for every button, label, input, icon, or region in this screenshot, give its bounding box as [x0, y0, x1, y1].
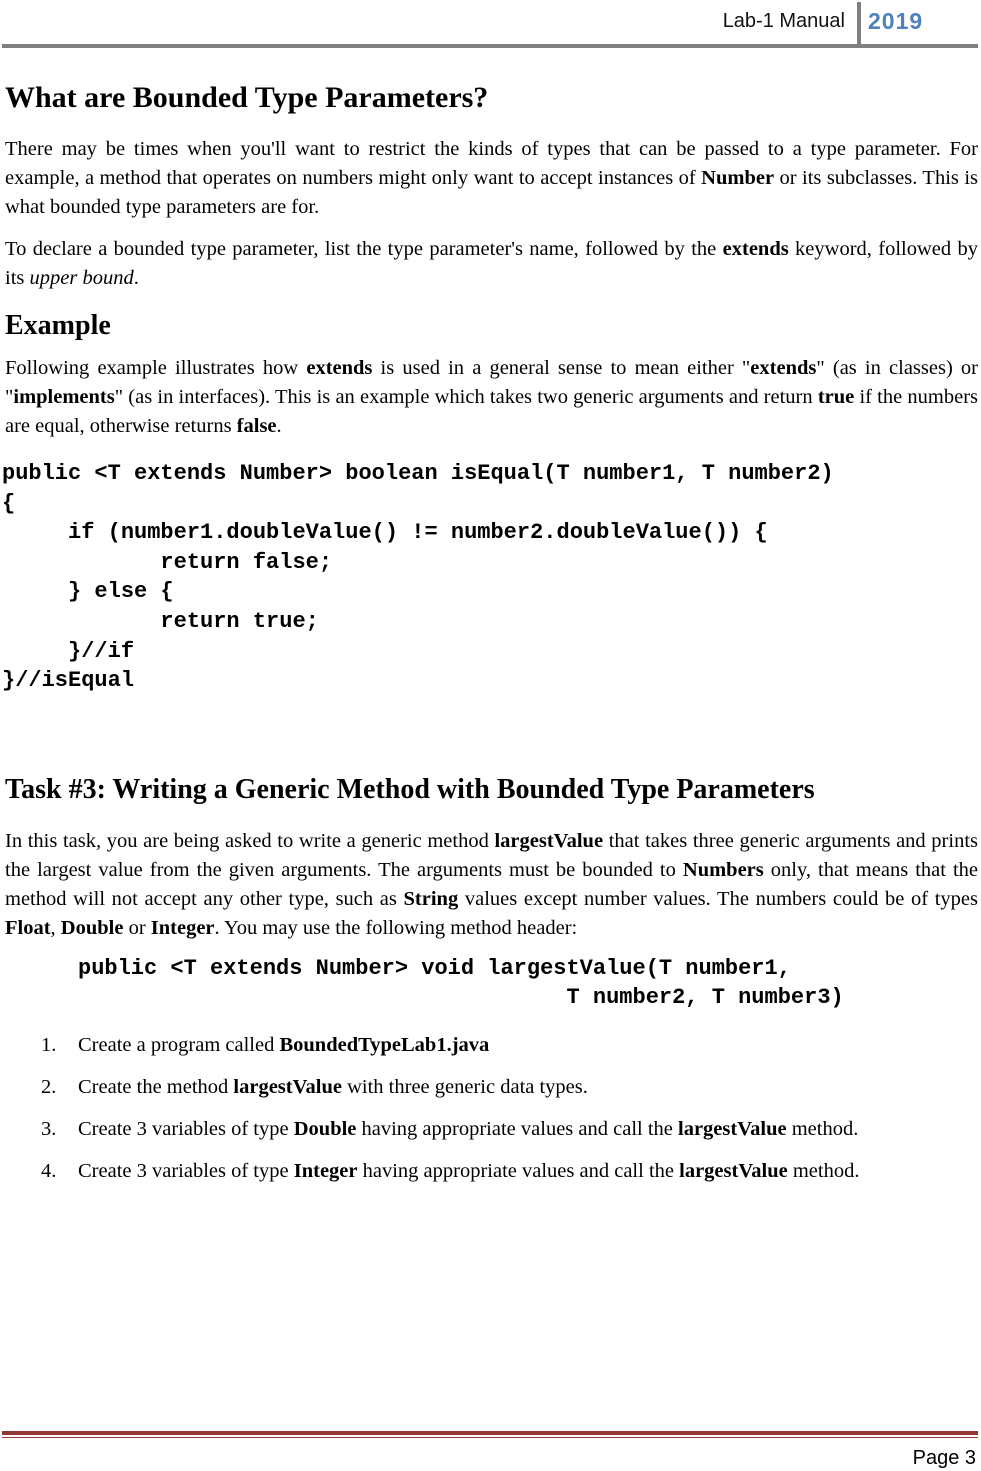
header-title: Lab-1 Manual — [722, 10, 845, 32]
paragraph-task: In this task, you are being asked to write a generic method largestValue that takes three generic arguments and prints the largest value from the given arguments. The arguments must be bounded to Numbers only, that means that the method will not accept any other type, such as String values except number values. The numbers could be of types Float, Double or Integer. You may use the following method header: — [5, 829, 979, 939]
page-content — [2, 78, 979, 1185]
code-block-header: public <T extends Number> void largestValue(T number1, T number2, T number3) — [78, 955, 844, 1011]
footer-rule-thick — [2, 1431, 978, 1435]
task-heading: Task #3: Writing a Generic Method with Bounded Type Parameters — [5, 773, 815, 805]
list-item: 2. Create the method largestValue with three generic data types. — [41, 1075, 588, 1098]
footer-rule-thin — [2, 1437, 978, 1438]
paragraph-declare: To declare a bounded type parameter, list the type parameter's name, followed by the extends keyword, followed by its upper bound. — [5, 238, 978, 289]
header-divider — [857, 2, 861, 44]
paragraph-example: Following example illustrates how extends is used in a general sense to mean either "extends" (as in classes) or "implements" (as in interfaces). This is an example which takes two generic arguments and return true if the numbers are equal, otherwise returns false. — [5, 357, 979, 437]
code-block-isequal: public <T extends Number> boolean isEqual(T number1, T number2) { if (number1.doubleValue() != number2.doubleValue()) { return false; } else { return true; }//if }//isEqual — [2, 461, 834, 694]
task-steps-list — [5, 1031, 978, 1185]
header-rule — [2, 44, 978, 48]
list-item: 3. Create 3 variables of type Double having appropriate values and call the largestValue method. — [41, 1117, 859, 1140]
page-header — [0, 0, 981, 50]
list-item: 4. Create 3 variables of type Integer having appropriate values and call the largestValue method. — [41, 1159, 860, 1182]
page-number: Page 3 — [912, 1447, 976, 1469]
list-item: 1. Create a program called BoundedTypeLab1.java — [41, 1033, 490, 1056]
example-heading: Example — [5, 310, 111, 341]
section-heading: What are Bounded Type Parameters? — [5, 81, 489, 114]
header-year: 2019 — [868, 8, 924, 34]
paragraph-intro: There may be times when you'll want to restrict the kinds of types that can be passed to a type parameter. For example, a method that operates on numbers might only want to accept instances of Number or its subclasses. This is what bounded type parameters are for. — [5, 138, 978, 218]
